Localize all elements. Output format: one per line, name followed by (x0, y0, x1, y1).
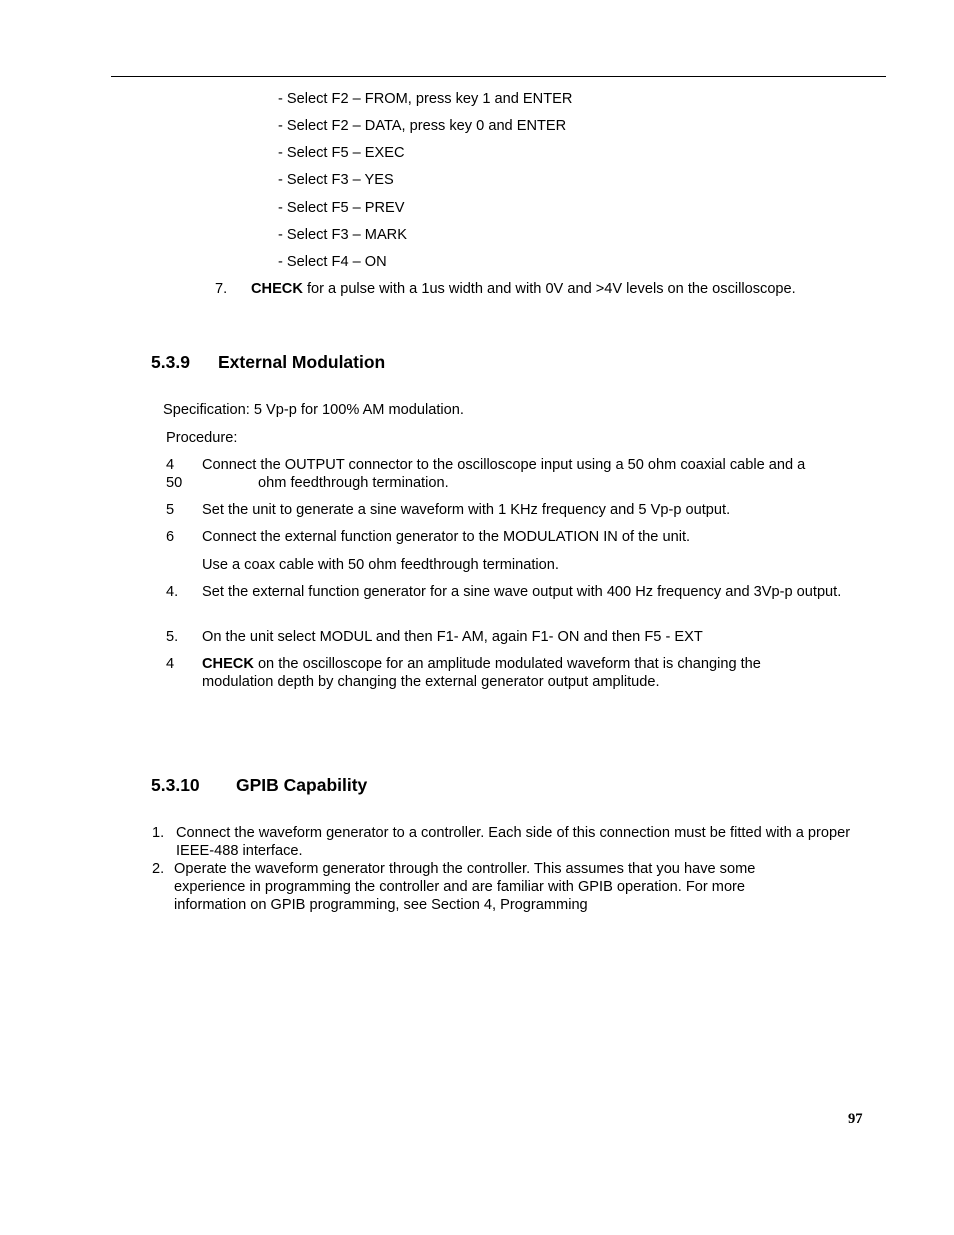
item-text: On the unit select MODUL and then F1- AM, again F1- ON and then F5 - EXT (202, 629, 703, 645)
specification-line: Specification: 5 Vp-p for 100% AM modulation. (163, 402, 464, 418)
check-item-bold: CHECK (202, 656, 254, 672)
item-number: 5 (166, 502, 175, 518)
check-item-text (202, 655, 822, 691)
check-item-number: 4 (166, 656, 175, 672)
section-539-title: External Modulation (218, 352, 386, 372)
page-number: 97 (848, 1111, 863, 1127)
step-7-body: for a pulse with a 1us width and with 0V and >4V levels on the oscilloscope. (302, 281, 796, 297)
item-text: Connect the OUTPUT connector to the oscilloscope input using a 50 ohm coaxial cable and a (202, 457, 806, 473)
section-5310-title: GPIB Capability (236, 775, 368, 795)
step-line-2: - Select F2 – DATA, press key 0 and ENTER (278, 118, 567, 134)
item-number: 4 (166, 457, 175, 473)
step-line-7: - Select F4 – ON (278, 254, 387, 270)
item-text: Set the external function generator for a sine wave output with 400 Hz frequency and 3Vp-p output. (202, 584, 842, 600)
header-rule (111, 76, 886, 77)
item-number: 4. (166, 584, 179, 600)
item-number: 50 (166, 475, 183, 491)
step-7-text (251, 280, 796, 298)
step-line-1: - Select F2 – FROM, press key 1 and ENTER (278, 91, 573, 107)
step-line-5: - Select F5 – PREV (278, 200, 405, 216)
item-text: ohm feedthrough termination. (258, 475, 449, 491)
step-7-number: 7. (215, 281, 228, 297)
step-line-6: - Select F3 – MARK (278, 227, 407, 243)
section-539-number: 5.3.9 (151, 352, 190, 372)
item-number: 6 (166, 529, 175, 545)
step-line-4: - Select F3 – YES (278, 172, 394, 188)
gpib-item-text: Operate the waveform generator through the controller. This assumes that you have some experience in programming the controller and are familiar with GPIB operation. For more information on GPIB programming, see Section 4, Programming (174, 861, 756, 913)
item-text: Set the unit to generate a sine waveform with 1 KHz frequency and 5 Vp-p output. (202, 502, 731, 518)
gpib-item-number: 2. (152, 861, 165, 877)
gpib-item-text: Connect the waveform generator to a controller. Each side of this connection must be fitted with a proper IEEE-488 interface. (176, 825, 851, 859)
item-number: 5. (166, 629, 179, 645)
item-text: Connect the external function generator to the MODULATION IN of the unit. (202, 529, 691, 545)
section-5310-number: 5.3.10 (151, 775, 200, 795)
procedure-label: Procedure: (166, 430, 238, 446)
gpib-item-number: 1. (152, 825, 165, 841)
item-text: Use a coax cable with 50 ohm feedthrough termination. (202, 557, 559, 573)
check-item-body: on the oscilloscope for an amplitude modulated waveform that is changing the modulation depth by changing the external generator output amplitude. (202, 656, 761, 690)
step-7-check: CHECK (251, 281, 303, 297)
step-line-3: - Select F5 – EXEC (278, 145, 405, 161)
